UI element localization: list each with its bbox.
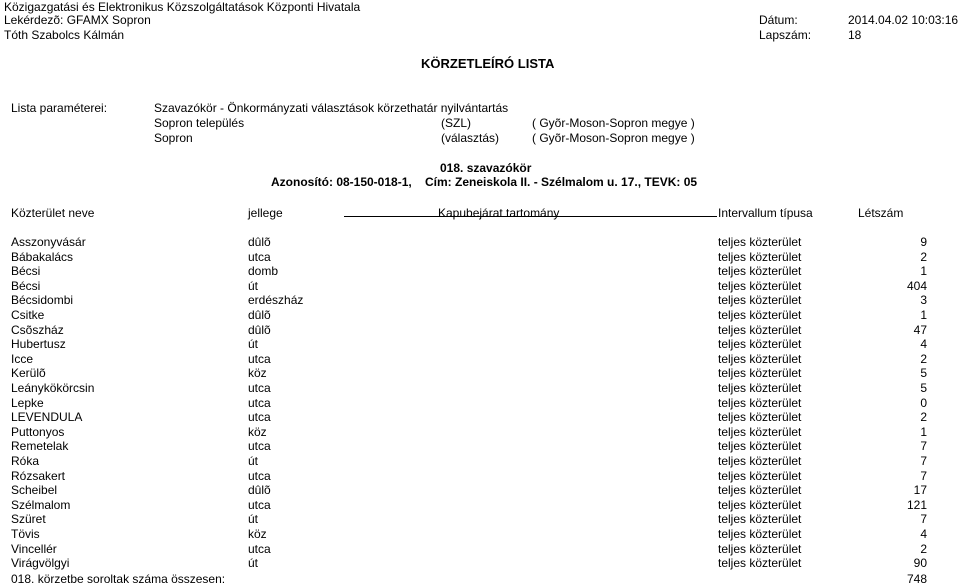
- summary-total: 748: [906, 572, 927, 586]
- row-type: út: [248, 512, 259, 527]
- row-interval: teljes közterület: [718, 278, 802, 293]
- summary-label: 018. körzetbe soroltak száma összesen:: [11, 572, 226, 586]
- table-row: [0, 439, 960, 454]
- row-interval: teljes közterület: [718, 366, 802, 381]
- col-header-count: Létszám: [858, 206, 904, 220]
- table-row: [0, 366, 960, 381]
- row-street: Virágvölgyi: [11, 556, 70, 571]
- row-street: Leánykökörcsin: [11, 381, 95, 395]
- row-count: 1: [920, 264, 927, 279]
- row-interval: teljes közterület: [718, 249, 802, 264]
- row-type: dûlõ: [248, 483, 271, 498]
- row-street: Icce: [11, 351, 34, 366]
- col-header-range: Kapubejárat tartomány: [438, 206, 560, 220]
- row-count: 4: [920, 527, 927, 541]
- row-type: erdészház: [248, 293, 304, 308]
- params-settlement: Sopron település: [154, 116, 245, 130]
- row-count: 47: [913, 322, 927, 337]
- params-label: Lista paraméterei:: [11, 101, 108, 115]
- row-street: Csõszház: [11, 322, 64, 337]
- row-count: 5: [920, 366, 927, 381]
- table-row: [0, 293, 960, 308]
- date-label: Dátum:: [759, 13, 798, 27]
- row-street: Lepke: [11, 395, 44, 410]
- row-street: Vincellér: [11, 541, 57, 556]
- row-count: 17: [913, 483, 927, 498]
- row-count: 0: [920, 395, 927, 410]
- row-interval: teljes közterület: [718, 264, 802, 279]
- col-header-type: jellege: [248, 206, 283, 220]
- district-id: Azonosító: 08-150-018-1,: [271, 175, 412, 189]
- table-row: [0, 323, 960, 338]
- table-row: [0, 469, 960, 484]
- row-interval: teljes közterület: [718, 322, 802, 337]
- row-street: Hubertusz: [11, 337, 66, 352]
- table-row: [0, 352, 960, 367]
- table-row: [0, 410, 960, 425]
- date-value: 2014.04.02 10:03:16: [848, 13, 959, 27]
- params-election-type: (választás): [441, 131, 500, 145]
- row-type: dûlõ: [248, 308, 271, 322]
- table-row: [0, 512, 960, 527]
- table-row: [0, 264, 960, 279]
- table-row: [0, 396, 960, 411]
- row-count: 404: [906, 278, 927, 293]
- table-row: [0, 454, 960, 469]
- row-interval: teljes közterület: [718, 381, 802, 395]
- row-street: Bécsidombi: [11, 293, 74, 308]
- row-type: utca: [248, 468, 271, 483]
- row-interval: teljes közterület: [718, 235, 802, 249]
- row-interval: teljes közterület: [718, 308, 802, 322]
- row-interval: teljes közterület: [718, 439, 802, 454]
- row-count: 2: [920, 249, 927, 264]
- table-row: [0, 279, 960, 294]
- col-header-street: Közterület neve: [11, 206, 95, 220]
- row-count: 7: [920, 439, 927, 454]
- row-type: út: [248, 556, 259, 571]
- row-count: 1: [920, 308, 927, 322]
- row-type: utca: [248, 249, 271, 264]
- row-count: 5: [920, 381, 927, 395]
- table-row: [0, 483, 960, 498]
- requester: Lekérdezõ: GFAMX Sopron: [4, 13, 151, 27]
- row-interval: teljes közterület: [718, 556, 802, 571]
- district-name: 018. szavazókör: [440, 161, 532, 175]
- table-row: [0, 425, 960, 440]
- row-interval: teljes közterület: [718, 454, 802, 468]
- row-interval: teljes közterület: [718, 410, 802, 425]
- row-interval: teljes közterület: [718, 424, 802, 439]
- row-type: dûlõ: [248, 235, 271, 249]
- row-street: Szüret: [11, 512, 46, 527]
- row-street: LEVENDULA: [11, 410, 83, 425]
- row-count: 7: [920, 512, 927, 527]
- row-street: Szélmalom: [11, 497, 71, 512]
- row-interval: teljes közterület: [718, 483, 802, 498]
- row-interval: teljes közterület: [718, 351, 802, 366]
- table-row: [0, 308, 960, 323]
- params-election: Sopron: [154, 131, 193, 145]
- row-count: 3: [920, 293, 927, 308]
- params-election-county: ( Gyõr-Moson-Sopron megye ): [532, 131, 695, 145]
- row-type: köz: [248, 527, 267, 541]
- row-type: utca: [248, 439, 271, 454]
- table-row: [0, 498, 960, 513]
- row-interval: teljes közterület: [718, 512, 802, 527]
- row-type: út: [248, 454, 259, 468]
- row-street: Bábakalács: [11, 249, 74, 264]
- row-type: utca: [248, 410, 271, 425]
- row-street: Csitke: [11, 308, 45, 322]
- row-street: Róka: [11, 454, 40, 468]
- row-count: 2: [920, 410, 927, 425]
- row-count: 2: [920, 351, 927, 366]
- row-street: Puttonyos: [11, 424, 65, 439]
- row-interval: teljes közterület: [718, 468, 802, 483]
- row-type: út: [248, 278, 259, 293]
- table-row: [0, 250, 960, 265]
- district-address: Cím: Zeneiskola II. - Szélmalom u. 17., TEVK: 05: [425, 175, 698, 189]
- table-row: [0, 542, 960, 557]
- table-row: [0, 235, 960, 250]
- row-street: Kerülõ: [11, 366, 46, 381]
- row-street: Asszonyvásár: [11, 235, 86, 249]
- row-type: utca: [248, 541, 271, 556]
- row-type: utca: [248, 395, 271, 410]
- row-street: Scheibel: [11, 483, 58, 498]
- row-interval: teljes közterület: [718, 497, 802, 512]
- row-interval: teljes közterület: [718, 293, 802, 308]
- report-title: KÖRZETLEÍRÓ LISTA: [421, 56, 555, 71]
- row-type: utca: [248, 351, 271, 366]
- row-interval: teljes közterület: [718, 395, 802, 410]
- table-row: [0, 337, 960, 352]
- row-count: 7: [920, 454, 927, 468]
- row-count: 121: [906, 497, 927, 512]
- table-row: [0, 556, 960, 571]
- table-row: [0, 527, 960, 542]
- row-count: 9: [920, 235, 927, 249]
- table-row: [0, 381, 960, 396]
- row-type: domb: [248, 264, 279, 279]
- row-street: Bécsi: [11, 264, 41, 279]
- row-interval: teljes közterület: [718, 527, 802, 541]
- row-count: 90: [913, 556, 927, 571]
- row-type: köz: [248, 366, 267, 381]
- row-street: Rózsakert: [11, 468, 66, 483]
- col-header-interval: Intervallum típusa: [718, 206, 813, 220]
- row-interval: teljes közterület: [718, 337, 802, 352]
- org-name: Közigazgatási és Elektronikus Közszolgáltatások Központi Hivatala: [4, 0, 361, 14]
- params-settlement-code: (SZL): [441, 116, 471, 130]
- user-name: Tóth Szabolcs Kálmán: [4, 28, 125, 42]
- row-street: Tövis: [11, 527, 40, 541]
- params-line-1: Szavazókör - Önkormányzati választások körzethatár nyilvántartás: [154, 101, 509, 115]
- row-street: Bécsi: [11, 278, 41, 293]
- row-count: 7: [920, 468, 927, 483]
- row-count: 2: [920, 541, 927, 556]
- row-type: utca: [248, 497, 271, 512]
- row-interval: teljes közterület: [718, 541, 802, 556]
- row-count: 4: [920, 337, 927, 352]
- row-type: út: [248, 337, 259, 352]
- page-number: 18: [848, 28, 862, 42]
- row-type: köz: [248, 424, 267, 439]
- row-street: Remetelak: [11, 439, 69, 454]
- params-settlement-county: ( Gyõr-Moson-Sopron megye ): [532, 116, 695, 130]
- page-label: Lapszám:: [759, 28, 812, 42]
- row-count: 1: [920, 424, 927, 439]
- row-type: utca: [248, 381, 271, 395]
- row-type: dûlõ: [248, 322, 271, 337]
